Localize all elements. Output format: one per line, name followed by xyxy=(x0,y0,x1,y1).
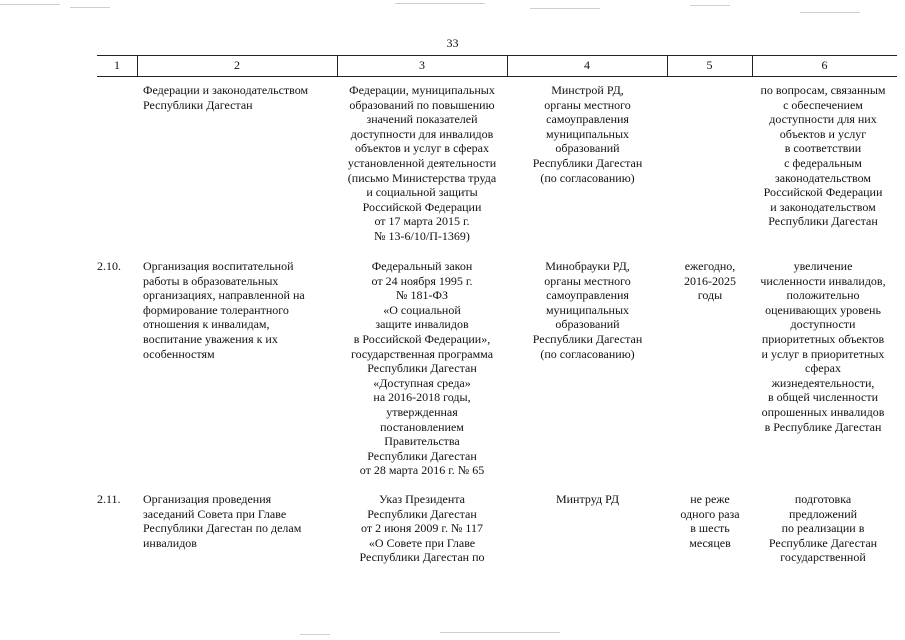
column-header-1: 1 xyxy=(114,58,120,72)
scan-artifact xyxy=(800,12,860,13)
event-cell: Федерации и законодательством Республики Дагестан xyxy=(143,83,309,112)
basis-cell: Федерации, муниципальных образований по повышению значений показателей доступности для инвалидов объектов и услуг в сферах установленной деятельности (письмо Министерства труда и социальной защиты Российской Федерации от 17 марта 2015 г. № 13-6/10/П-1369) xyxy=(347,83,497,243)
page-number: 33 xyxy=(446,36,459,50)
result-cell: подготовка предложений по реализации в Республике Дагестан государственной xyxy=(768,492,878,565)
executor-cell: Минстрой РД, органы местного самоуправления муниципальных образований Республики Дагестан (по согласованию) xyxy=(532,83,643,185)
executor-cell: Минобрауки РД, органы местного самоуправления муниципальных образований Республики Дагестан (по согласованию) xyxy=(532,259,643,361)
scan-artifact xyxy=(300,634,330,635)
scan-artifact xyxy=(440,632,560,633)
column-header-3: 3 xyxy=(419,58,425,72)
basis-cell: Федеральный закон от 24 ноября 1995 г. № 181-ФЗ «О социальной защите инвалидов в Российской Федерации», государственная программа Республики Дагестан «Доступная среда» на 2016-2018 годы, утвержденная постановлением Правительства Республики Дагестан от 28 марта 2016 г. № 65 xyxy=(350,259,494,478)
row-number: 2.11. xyxy=(97,492,121,506)
header-bottom-rule xyxy=(97,76,897,77)
basis-cell: Указ Президента Республики Дагестан от 2 июня 2009 г. № 117 «О Совете при Главе Республики Дагестан по xyxy=(359,492,485,565)
column-header-2: 2 xyxy=(234,58,240,72)
column-header-4: 4 xyxy=(584,58,590,72)
scan-artifact xyxy=(690,5,730,6)
result-cell: по вопросам, связанным с обеспечением доступности для них объектов и услуг в соответствии с федеральным законодательством Российской Федерации и законодательством Республики Дагестан xyxy=(760,83,886,229)
executor-cell: Минтруд РД xyxy=(555,492,620,506)
scan-artifact xyxy=(0,4,60,5)
column-header-5: 5 xyxy=(706,58,713,72)
scan-artifact xyxy=(70,7,110,8)
result-cell: увеличение численности инвалидов, положительно оценивающих уровень доступности приоритетных объектов и услуг в приоритетных сферах жизнедеятельности, в общей численности опрошенных инвалидов в Республике Дагестан xyxy=(760,259,886,434)
term-cell: не реже одного раза в шесть месяцев xyxy=(680,492,740,550)
term-cell: ежегодно, 2016-2025 годы xyxy=(684,259,736,303)
event-cell: Организация воспитательной работы в образовательных организациях, направленной на формирование толерантного отношения к инвалидам, воспитание уважения к их особенностям xyxy=(143,259,305,361)
event-cell: Организация проведения заседаний Совета при Главе Республики Дагестан по делам инвалидов xyxy=(143,492,302,550)
row-number: 2.10. xyxy=(97,259,121,273)
scan-artifact xyxy=(395,3,485,4)
scan-artifact xyxy=(530,8,600,9)
column-header-6: 6 xyxy=(821,58,828,72)
column-header-row xyxy=(97,55,897,76)
